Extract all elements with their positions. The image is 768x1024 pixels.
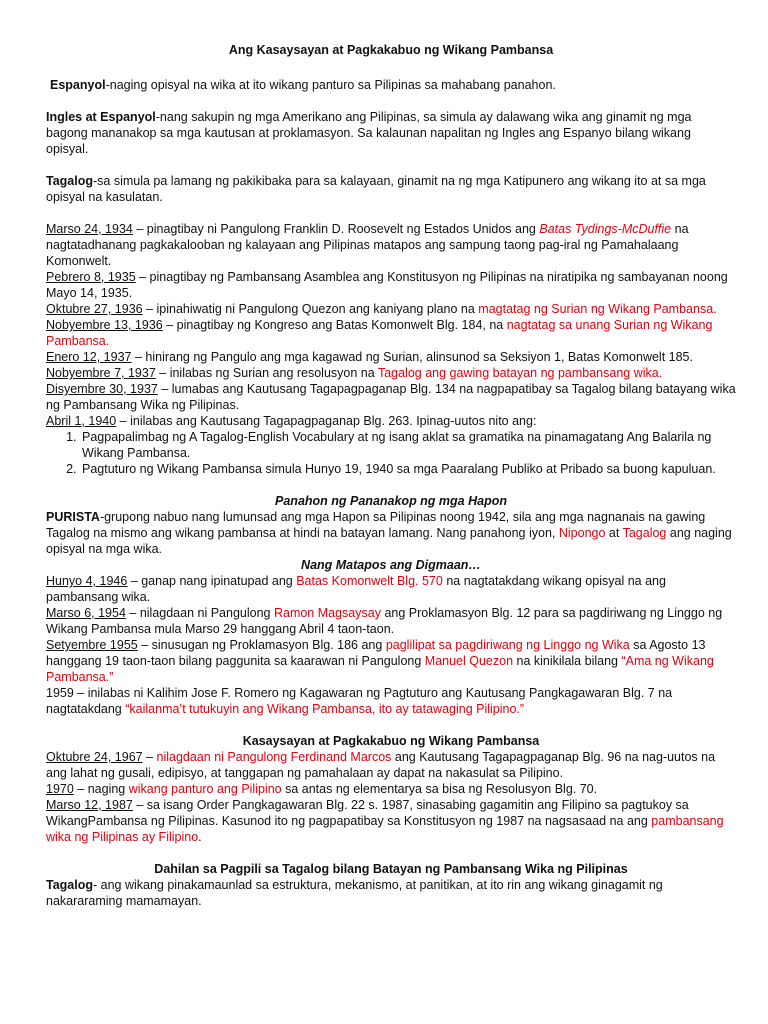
entry-date: Abril 1, 1940 [46,414,117,428]
timeline-entry: 1959 – inilabas ni Kalihim Jose F. Romero ng Kagawaran ng Pagtuturo ang Kautusang Pangkagawaran Blg. 7 na nagtatakdang “kailanma’t tutukuyin ang Wikang Pambansa, ito ay tatawaging Pilipino.” [46,686,673,716]
heading-digmaan: Nang Matapos ang Digmaan… [301,558,481,572]
timeline-entry: Marso 12, 1987 – sa isang Order Pangkagawaran Blg. 22 s. 1987, sinasabing gagamitin ang Filipino sa pagtukoy sa WikangPambansa ng Pilipinas. Kasunod ito ng pagpapatibay sa Konstitusyon ng 1987 na nagsasaad na ang pambansang wika ng Pilipinas ay Filipino. [46,798,724,844]
timeline-entry: Oktubre 24, 1967 – nilagdaan ni Pangulong Ferdinand Marcos ang Kautusang Tagapagpaganap Blg. 96 na nag-uutos na ang lahat ng gusali, edipisyo, at tanggapan ng pamahalaan ay dapat na nakasulat sa Pilipino. [46,750,716,780]
paragraph-purista: PURISTA-grupong nabuo nang lumunsad ang mga Hapon sa Pilipinas noong 1942, sila ang mga nagnanais na gawing Tagalog na mismo ang wikang pambansa at hindi na batayan lamang. Nang panahong iyon, Nipongo at Tagalog ang naging opisyal na mga wika. [46,510,732,556]
term-tagalog: Tagalog [46,174,93,188]
entry-date: Oktubre 27, 1936 [46,302,143,316]
timeline-entry: Abril 1, 1940 – inilabas ang Kautusang Tagapagpaganap Blg. 263. Ipinag-uutos nito ang: [46,414,537,428]
term-ingles: Ingles at Espanyol [46,110,156,124]
heading-kasaysayan: Kasaysayan at Pagkakabuo ng Wikang Pambansa [242,734,540,748]
entry-date: Disyembre 30, 1937 [46,382,158,396]
paragraph-tagalog: Tagalog-sa simula pa lamang ng pakikibaka para sa kalayaan, ginamit na ng mga Katipunero ang wikang ito at sa mga opisyal na kasulatan. [46,174,706,204]
entry-date: Setyembre 1955 [46,638,138,652]
document-title: Ang Kasaysayan at Pagkakabuo ng Wikang Pambansa [228,43,554,57]
entry-date: Marso 24, 1934 [46,222,133,236]
entry-date: Enero 12, 1937 [46,350,132,364]
term-tagalog-dahilan: Tagalog [46,878,93,892]
timeline-entry: Oktubre 27, 1936 – ipinahiwatig ni Pangulong Quezon ang kaniyang plano na magtatag ng Surian ng Wikang Pambansa. [46,302,717,316]
timeline-entry: Marso 6, 1954 – nilagdaan ni Pangulong Ramon Magsaysay ang Proklamasyon Blg. 12 para sa pagdiriwang ng Linggo ng Wikang Pambansa mula Marso 29 hanggang Abril 4 taon-taon. [46,606,723,636]
entry-date: Marso 6, 1954 [46,606,126,620]
timeline-entry: Enero 12, 1937 – hinirang ng Pangulo ang mga kagawad ng Surian, alinsunod sa Seksiyon 1, Batas Komonwelt 185. [46,350,693,364]
timeline-entry: Nobyembre 7, 1937 – inilabas ng Surian ang resolusyon na Tagalog ang gawing batayan ng pambansang wika. [46,366,663,380]
timeline-entry: Setyembre 1955 – sinusugan ng Proklamasyon Blg. 186 ang paglilipat sa pagdiriwang ng Linggo ng Wika sa Agosto 13 hanggang 19 taon-taon bilang paggunita sa kaarawan ni Pangulong Manuel Quezon na kinikilala bilang “Ama ng Wikang Pambansa.” [46,638,714,684]
entry-date: Hunyo 4, 1946 [46,574,128,588]
paragraph-espanyol: Espanyol-naging opisyal na wika at ito wikang panturo sa Pilipinas sa mahabang panahon. [50,78,556,92]
paragraph-dahilan: Tagalog- ang wikang pinakamaunlad sa estruktura, mekanismo, at panitikan, at ito rin ang wikang ginagamit ng nakararaming mamamayan. [46,878,663,908]
entry-date: Nobyembre 13, 1936 [46,318,163,332]
timeline-entry: Marso 24, 1934 – pinagtibay ni Pangulong Franklin D. Roosevelt ng Estados Unidos ang Batas Tydings-McDuffie na nagtatadhanang pagkakalooban ng kalayaan ang Pilipinas matapos ang sampung taong pag-iral ng Pamahalaang Komonwelt. [46,222,689,268]
term-purista: PURISTA [46,510,100,524]
heading-dahilan: Dahilan sa Pagpili sa Tagalog bilang Batayan ng Pambansang Wika ng Pilipinas [154,862,628,876]
entry-date: Marso 12, 1987 [46,798,133,812]
entry-date: 1970 [46,782,74,796]
entry-date: Pebrero 8, 1935 [46,270,136,284]
paragraph-ingles: Ingles at Espanyol-nang sakupin ng mga Amerikano ang Pilipinas, sa simula ay dalawang wika ang ginamit ng mga bagong mananakop sa mga kautusan at proklamasyon. Sa kalaunan napalitan ng Ingles ang Espanyo bilang wikang opisyal. [46,110,692,156]
entry-date: Nobyembre 7, 1937 [46,366,156,380]
timeline-section [46,221,736,477]
timeline-entry: Pebrero 8, 1935 – pinagtibay ng Pambansang Asamblea ang Konstitusyon ng Pilipinas na niratipika ng sambayanan noong Mayo 14, 1935. [46,270,728,300]
entry-date: Oktubre 24, 1967 [46,750,143,764]
timeline-entry: 1970 – naging wikang panturo ang Pilipino sa antas ng elementarya sa bisa ng Resolusyon Blg. 70. [46,782,598,796]
list-item: 2. Pagtuturo ng Wikang Pambansa simula Hunyo 19, 1940 sa mga Paaralang Publiko at Pribado sa buong kapuluan. [80,461,736,477]
term-espanyol: Espanyol [50,78,106,92]
heading-hapon: Panahon ng Pananakop ng mga Hapon [275,494,507,508]
timeline-entry: Nobyembre 13, 1936 – pinagtibay ng Kongreso ang Batas Komonwelt Blg. 184, na nagtatag sa unang Surian ng Wikang Pambansa. [46,318,713,348]
timeline-entry: Hunyo 4, 1946 – ganap nang ipinatupad ang Batas Komonwelt Blg. 570 na nagtatakdang wikang opisyal na ang pambansang wika. [46,574,666,604]
timeline-entry: Disyembre 30, 1937 – lumabas ang Kautusang Tagapagpaganap Blg. 134 na nagpapatibay sa Tagalog bilang batayang wika ng Pambansang Wika ng Pilipinas. [46,382,736,412]
numbered-list [46,429,736,477]
list-item: 1. Pagpapalimbag ng A Tagalog-English Vocabulary at ng isang aklat sa gramatika na pinamagatang Ang Balarila ng Wikang Pambansa. [80,429,736,461]
